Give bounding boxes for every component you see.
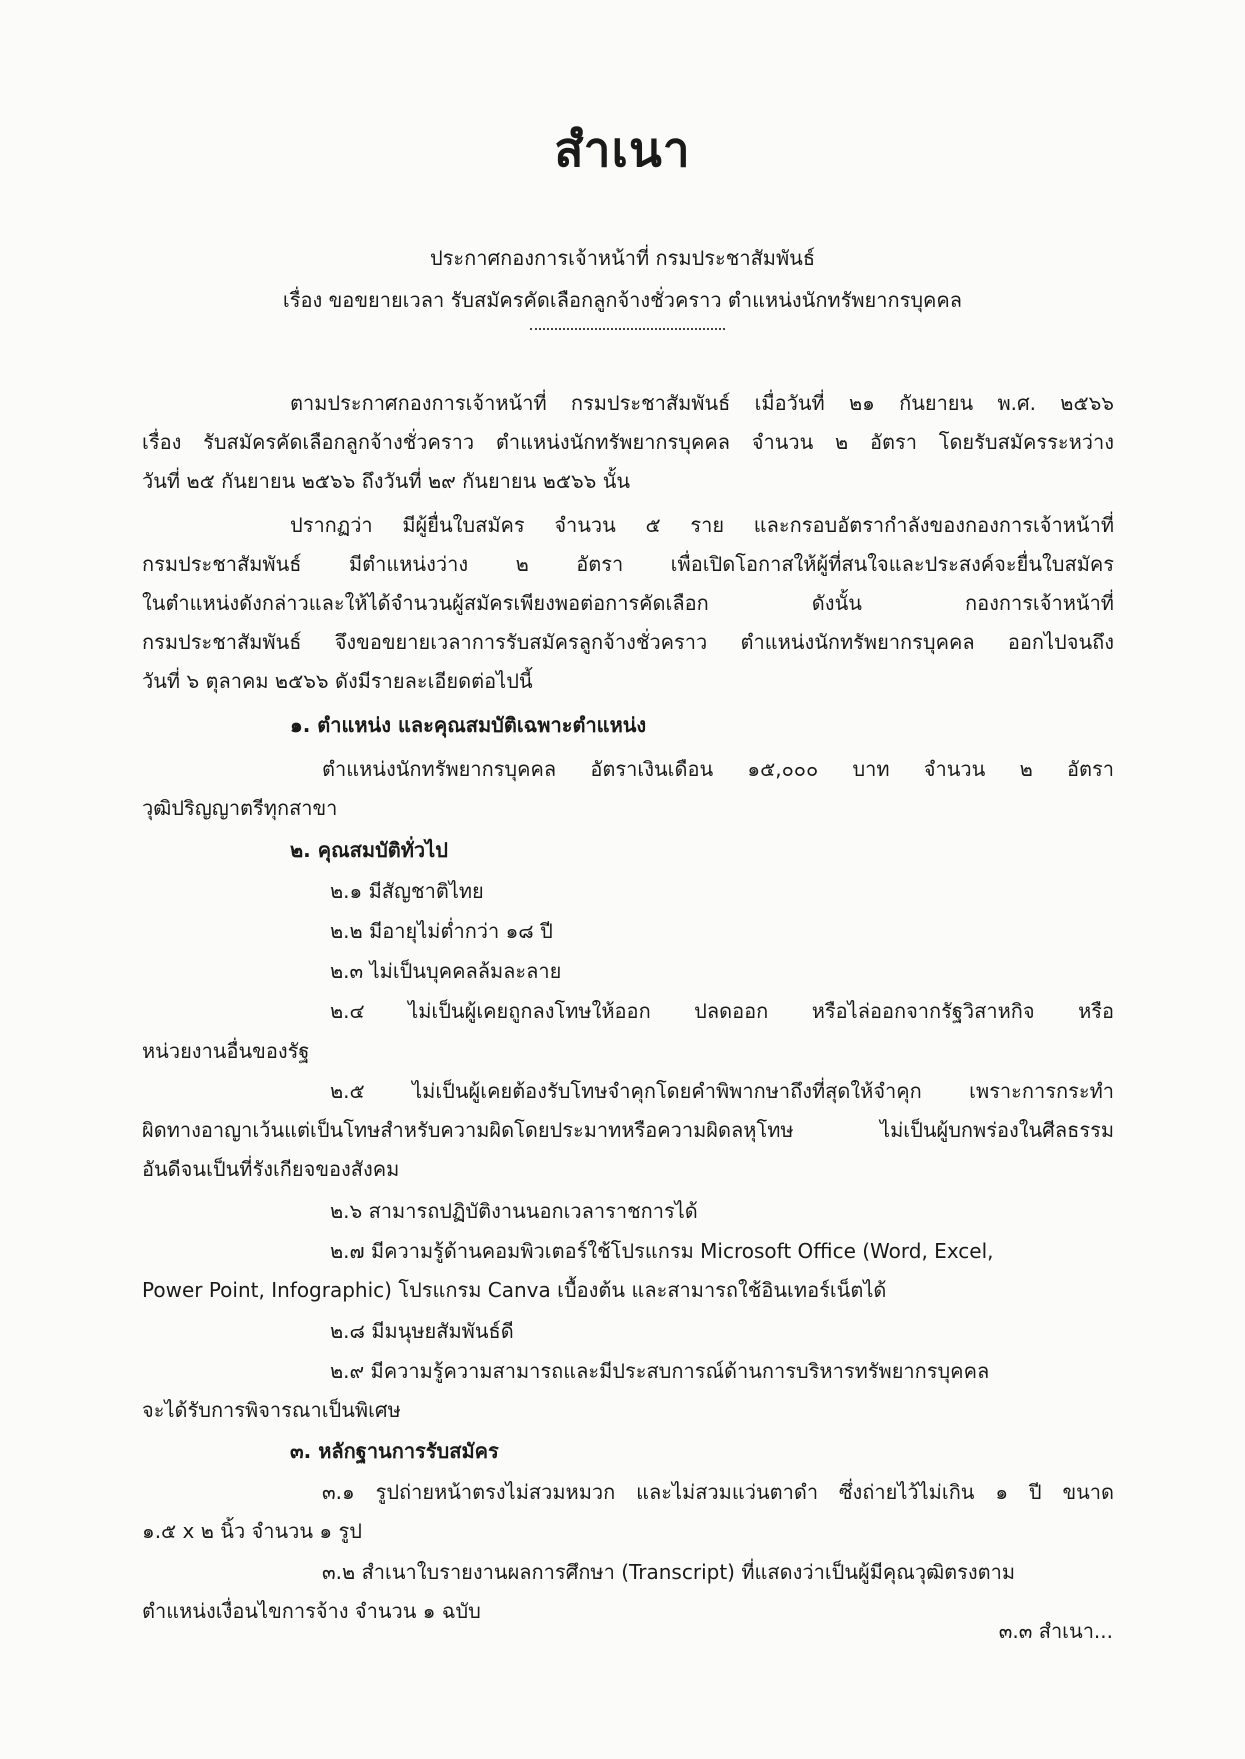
body-line: ตามประกาศกองการเจ้าหน้าที่ กรมประชาสัมพันธ์ เมื่อวันที่ ๒๑ กันยายน พ.ศ. ๒๕๖๖ bbox=[290, 391, 1114, 415]
body-line: ปรากฏว่า มีผู้ยื่นใบสมัคร จำนวน ๕ ราย และกรอบอัตรากำลังของกองการเจ้าหน้าที่ bbox=[290, 513, 1114, 537]
body-line: ในตำแหน่งดังกล่าวและให้ได้จำนวนผู้สมัครเพียงพอต่อการคัดเลือก ดังนั้น กองการเจ้าหน้าที่ bbox=[142, 591, 1114, 615]
list-item: ๒.๒ มีอายุไม่ต่ำกว่า ๑๘ ปี bbox=[330, 919, 553, 943]
body-line: ผิดทางอาญาเว้นแต่เป็นโทษสำหรับความผิดโดยประมาทหรือความผิดลหุโทษ ไม่เป็นผู้บกพร่องในศีลธรรม bbox=[142, 1118, 1114, 1142]
body-line: อันดีจนเป็นที่รังเกียจของสังคม bbox=[142, 1157, 400, 1181]
section-heading-3: ๓. หลักฐานการรับสมัคร bbox=[290, 1439, 499, 1463]
body-line: กรมประชาสัมพันธ์ มีตำแหน่งว่าง ๒ อัตรา เพื่อเปิดโอกาสให้ผู้ที่สนใจและประสงค์จะยื่นใบสมัคร bbox=[142, 552, 1114, 576]
copy-stamp-title: สำเนา bbox=[554, 122, 691, 178]
list-item: ๒.๔ ไม่เป็นผู้เคยถูกลงโทษให้ออก ปลดออก หรือไล่ออกจากรัฐวิสาหกิจ หรือ bbox=[330, 999, 1114, 1023]
list-item: ๒.๓ ไม่เป็นบุคคลล้มละลาย bbox=[330, 959, 562, 983]
body-line: วันที่ ๒๕ กันยายน ๒๕๖๖ ถึงวันที่ ๒๙ กันยายน ๒๕๖๖ นั้น bbox=[142, 469, 631, 493]
body-line: Power Point, Infographic) โปรแกรม Canva เบื้องต้น และสามารถใช้อินเทอร์เน็ตได้ bbox=[142, 1278, 887, 1302]
list-item: ๒.๙ มีความรู้ความสามารถและมีประสบการณ์ด้านการบริหารทรัพยากรบุคคล bbox=[330, 1359, 990, 1383]
section-heading-1: ๑. ตำแหน่ง และคุณสมบัติเฉพาะตำแหน่ง bbox=[290, 713, 647, 737]
list-item: ๒.๗ มีความรู้ด้านคอมพิวเตอร์ใช้โปรแกรม Microsoft Office (Word, Excel, bbox=[330, 1239, 994, 1263]
body-line: หน่วยงานอื่นของรัฐ bbox=[142, 1039, 310, 1063]
section-heading-2: ๒. คุณสมบัติทั่วไป bbox=[290, 838, 448, 862]
list-item: ๒.๖ สามารถปฏิบัติงานนอกเวลาราชการได้ bbox=[330, 1199, 698, 1223]
list-item: ๓.๑ รูปถ่ายหน้าตรงไม่สวมหมวก และไม่สวมแว่นตาดำ ซึ่งถ่ายไว้ไม่เกิน ๑ ปี ขนาด bbox=[322, 1480, 1114, 1504]
body-line: วันที่ ๖ ตุลาคม ๒๕๖๖ ดังมีรายละเอียดต่อไปนี้ bbox=[142, 669, 533, 693]
dotted-divider bbox=[530, 328, 725, 330]
body-line: ตำแหน่งเงื่อนไขการจ้าง จำนวน ๑ ฉบับ bbox=[142, 1599, 481, 1623]
body-line: เรื่อง รับสมัครคัดเลือกลูกจ้างชั่วคราว ตำแหน่งนักทรัพยากรบุคคล จำนวน ๒ อัตรา โดยรับสมัครระหว่าง bbox=[142, 430, 1114, 454]
list-item: ๒.๑ มีสัญชาติไทย bbox=[330, 879, 484, 903]
list-item: ๒.๘ มีมนุษยสัมพันธ์ดี bbox=[330, 1319, 514, 1343]
body-line: กรมประชาสัมพันธ์ จึงขอขยายเวลาการรับสมัครลูกจ้างชั่วคราว ตำแหน่งนักทรัพยากรบุคคล ออกไปจนถึง bbox=[142, 630, 1114, 654]
list-item: ๒.๕ ไม่เป็นผู้เคยต้องรับโทษจำคุกโดยคำพิพากษาถึงที่สุดให้จำคุก เพราะการกระทำ bbox=[330, 1079, 1114, 1103]
announcement-subject: เรื่อง ขอขยายเวลา รับสมัครคัดเลือกลูกจ้างชั่วคราว ตำแหน่งนักทรัพยากรบุคคล bbox=[282, 288, 963, 312]
continuation-marker: ๓.๓ สำเนา... bbox=[998, 1619, 1113, 1643]
body-line: ๑.๕ x ๒ นิ้ว จำนวน ๑ รูป bbox=[142, 1519, 362, 1543]
list-item: ๓.๒ สำเนาใบรายงานผลการศึกษา (Transcript) ที่แสดงว่าเป็นผู้มีคุณวุฒิตรงตาม bbox=[322, 1560, 1016, 1584]
body-line: วุฒิปริญญาตรีทุกสาขา bbox=[142, 796, 338, 820]
body-line: จะได้รับการพิจารณาเป็นพิเศษ bbox=[142, 1398, 401, 1422]
announcement-issuer: ประกาศกองการเจ้าหน้าที่ กรมประชาสัมพันธ์ bbox=[429, 246, 816, 270]
body-line: ตำแหน่งนักทรัพยากรบุคคล อัตราเงินเดือน ๑๕,๐๐๐ บาท จำนวน ๒ อัตรา bbox=[322, 757, 1114, 781]
